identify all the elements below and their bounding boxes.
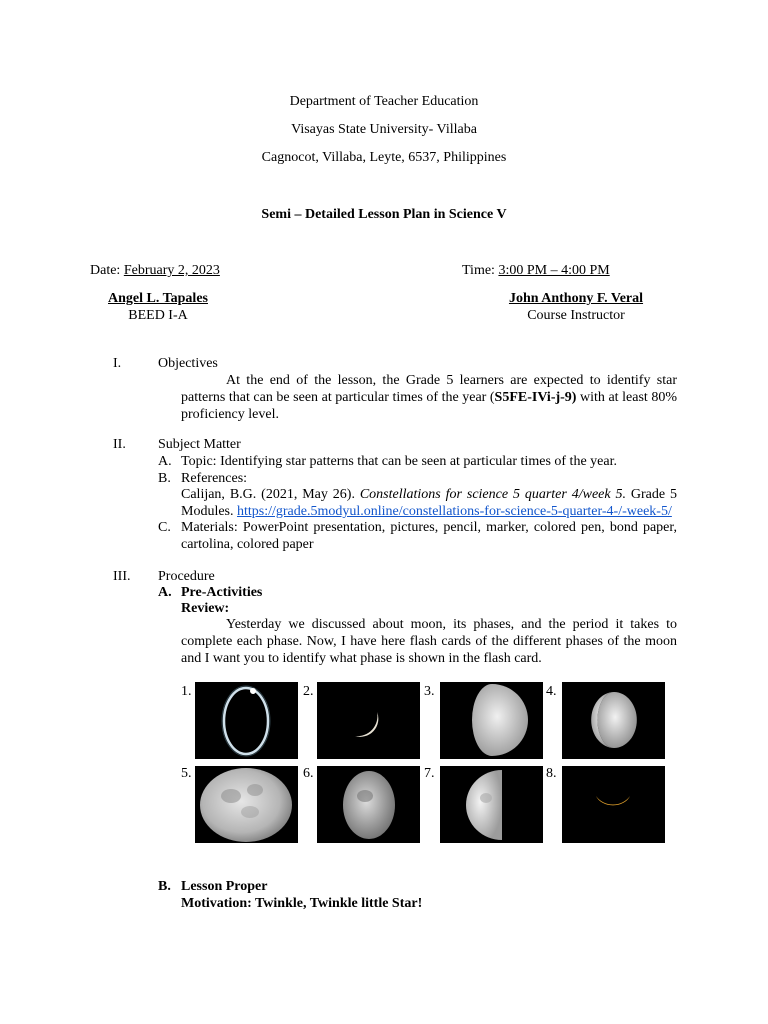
references-letter: B. (158, 471, 171, 486)
moon-phase-image-6 (317, 766, 420, 843)
date-label: Date: (90, 263, 124, 278)
flashcard-number: 3. (424, 684, 435, 699)
references-label: References: (181, 471, 248, 486)
flashcard-number: 1. (181, 684, 192, 699)
flashcard-number: 6. (303, 766, 314, 781)
university-line: Visayas State University- Villaba (291, 122, 477, 137)
student-role: BEED I-A (128, 308, 188, 323)
reference-entry (181, 486, 677, 520)
objectives-text-after: with at least 80% proficiency level. (181, 390, 678, 422)
flashcard-number: 7. (424, 766, 435, 781)
motivation-line: Motivation: Twinkle, Twinkle little Star! (181, 896, 423, 911)
student-block (80, 290, 236, 324)
student-name: Angel L. Tapales (108, 291, 208, 306)
objectives-code: S5FE-IVi-j-9) (494, 390, 577, 405)
objectives-numeral: I. (113, 356, 122, 371)
department-line: Department of Teacher Education (289, 94, 479, 109)
flashcard-number: 5. (181, 766, 192, 781)
flashcard-number: 4. (546, 684, 557, 699)
moon-phase-image-2 (317, 682, 420, 759)
review-label: Review: (181, 601, 230, 616)
moon-phase-image-1 (195, 682, 298, 759)
moon-phase-image-7 (440, 766, 543, 843)
materials-text: Materials: PowerPoint presentation, pictures, pencil, marker, colored pen, bond paper, cartolina, colored paper (181, 520, 677, 552)
moon-phase-image-5 (195, 766, 298, 843)
flashcard-number: 2. (303, 684, 314, 699)
topic-text: Topic: Identifying star patterns that can be seen at particular times of the year. (181, 454, 617, 469)
pre-activities-heading: Pre-Activities (181, 585, 263, 600)
date-value: February 2, 2023 (123, 263, 220, 278)
procedure-heading: Procedure (158, 569, 215, 584)
objectives-text-before: At the end of the lesson, the Grade 5 learners are expected to identify star patterns that can be seen at particular times of the year ( (181, 373, 677, 405)
reference-after: Grade 5 Modules. (181, 487, 678, 519)
materials-letter: C. (158, 520, 171, 535)
subject-heading: Subject Matter (158, 437, 241, 452)
moon-phase-image-4 (562, 682, 665, 759)
document-title: Semi – Detailed Lesson Plan in Science V (261, 207, 507, 222)
time-label: Time: (462, 263, 499, 278)
lesson-proper-letter: B. (158, 879, 171, 894)
address-line: Cagnocot, Villaba, Leyte, 6537, Philippines (261, 150, 507, 165)
procedure-numeral: III. (113, 569, 131, 584)
objectives-heading: Objectives (158, 356, 218, 371)
time-field (462, 262, 610, 279)
reference-title: Constellations for science 5 quarter 4/week 5. (359, 487, 627, 502)
pre-activities-letter: A. (158, 585, 172, 600)
objectives-text (181, 372, 677, 423)
moon-phase-image-3 (440, 682, 543, 759)
moon-phase-image-8 (562, 766, 665, 843)
flashcard-number: 8. (546, 766, 557, 781)
reference-link[interactable]: https://grade.5modyul.online/constellations-for-science-5-quarter-4-/-week-5/ (237, 504, 672, 519)
review-text: Yesterday we discussed about moon, its phases, and the period it takes to complete each phase. Now, I have here flash cards of the different phases of the moon and I want you to identify what phase is shown in the flash card. (181, 617, 677, 666)
reference-author: Calijan, B.G. (2021, May 26). (181, 487, 360, 502)
instructor-role: Course Instructor (527, 308, 625, 323)
topic-letter: A. (158, 454, 172, 469)
subject-numeral: II. (113, 437, 126, 452)
instructor-name: John Anthony F. Veral (508, 291, 644, 306)
date-field (90, 262, 220, 279)
instructor-block (496, 290, 656, 324)
time-value: 3:00 PM – 4:00 PM (498, 263, 610, 278)
lesson-proper-heading: Lesson Proper (181, 879, 268, 894)
